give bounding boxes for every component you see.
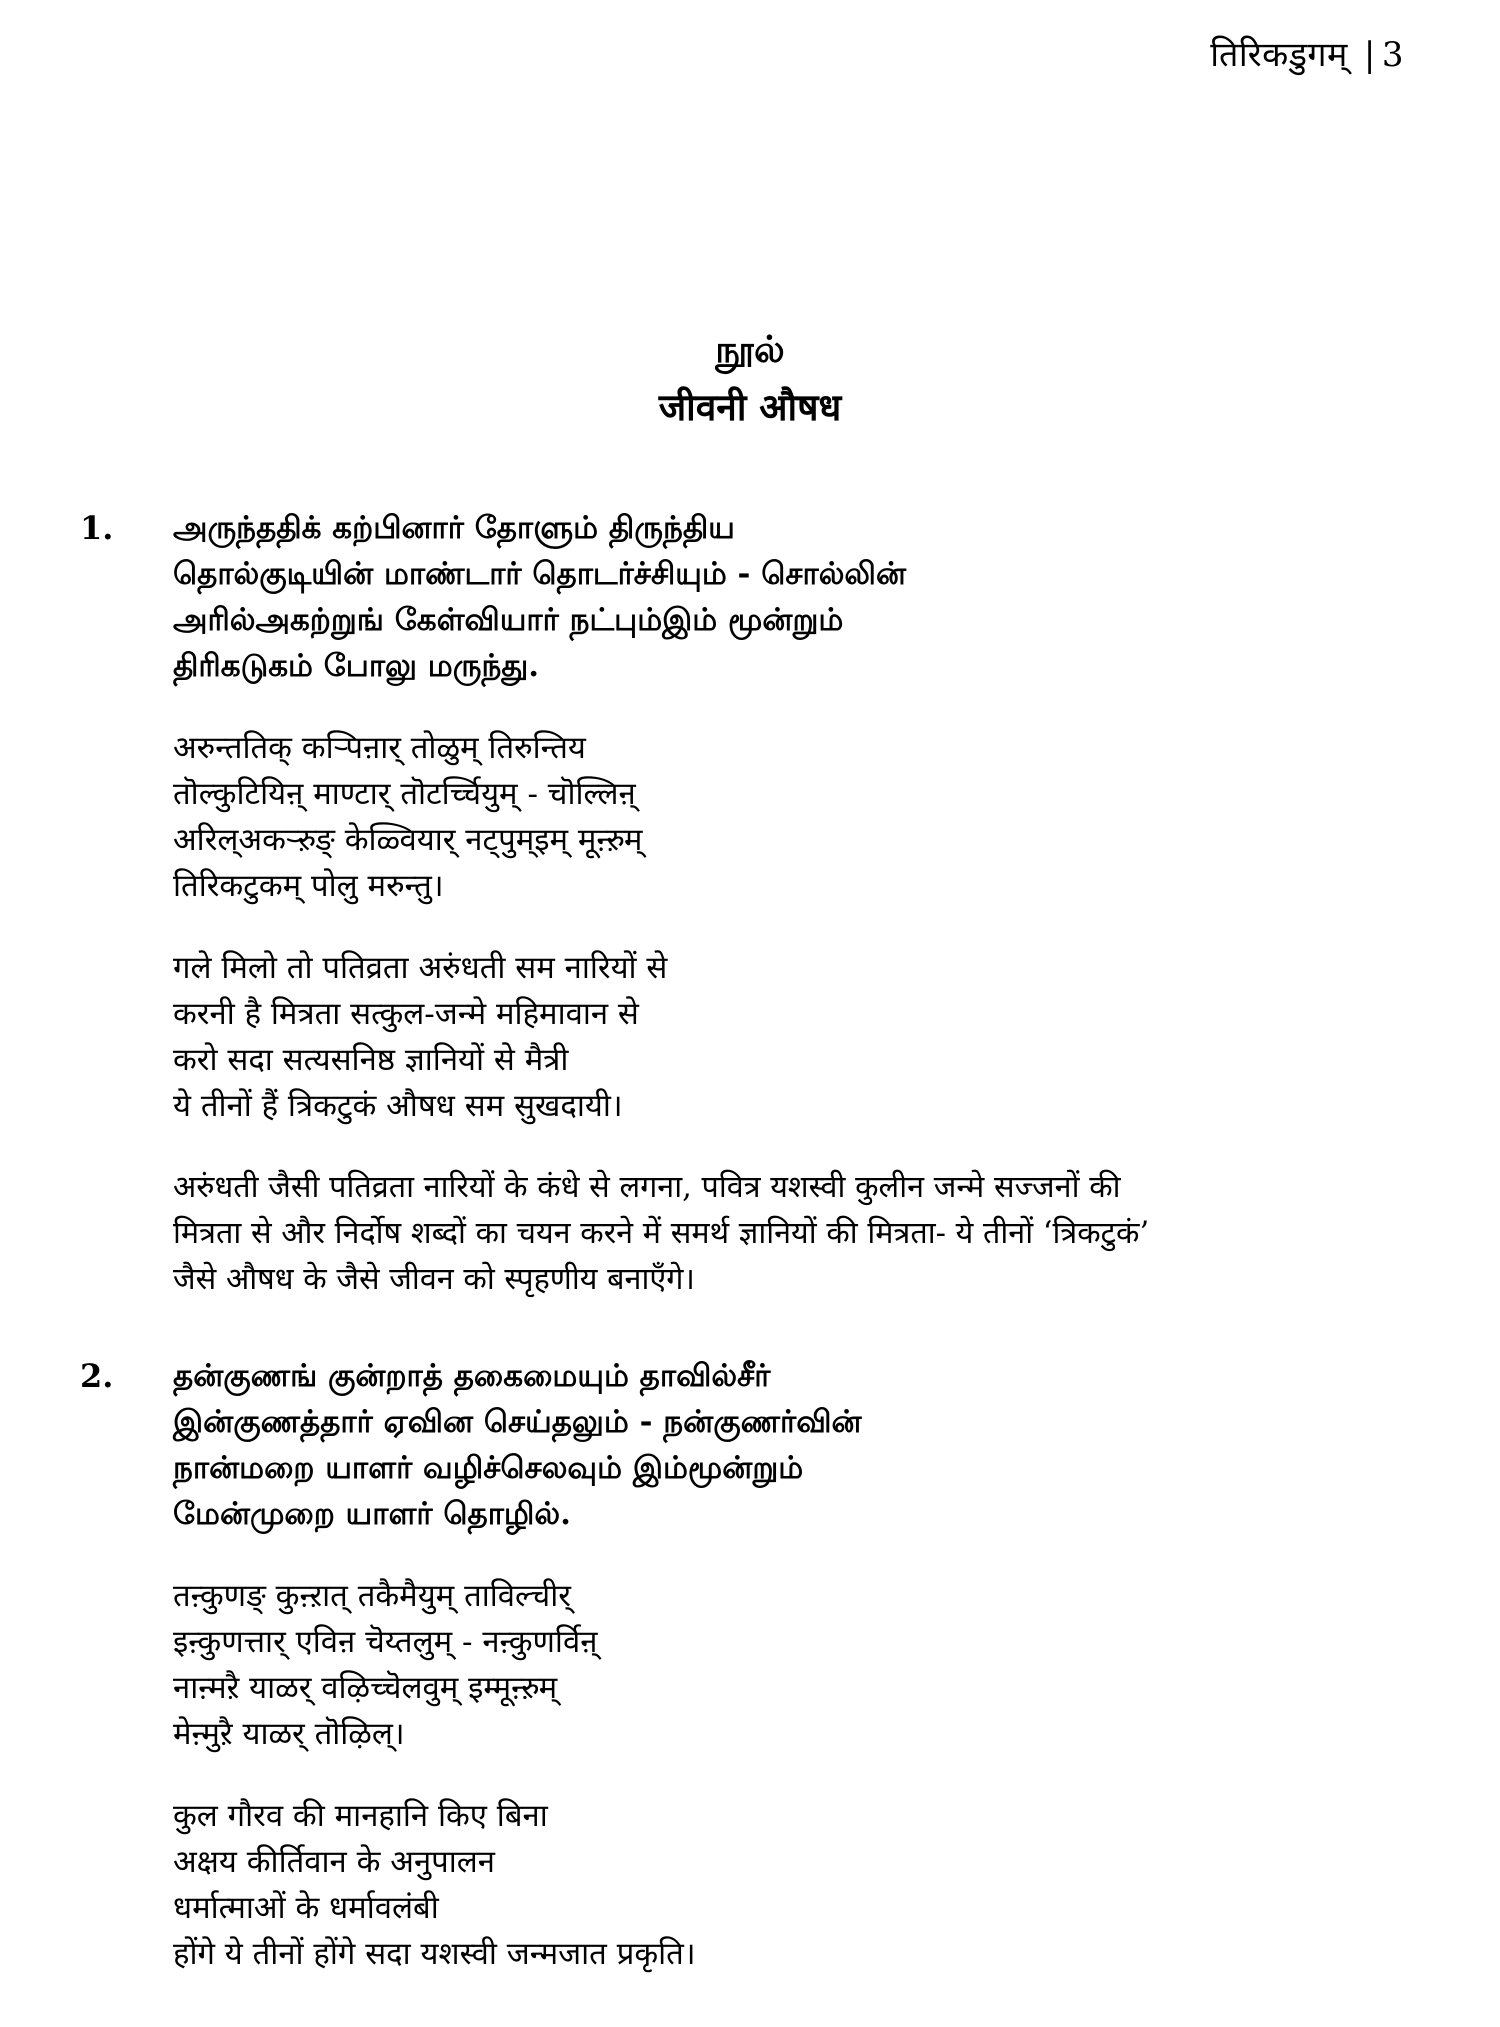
tamil-line: அருந்ததிக் கற்பினார் தோளும் திருந்திய [173,510,735,546]
tamil-line: அரில்அகற்றுங் கேள்வியார் நட்பும்இம் மூன்றும் [173,602,844,638]
transliteration-line: तॊल्कुटियिऩ् माण्टार् तॊटर्च्चियुम् - चॊल्लिऩ् [173,776,636,812]
title-devanagari: जीवनी औषध [658,385,842,429]
transliteration-line: तऩ्कुणङ् कुऩ्ऱात् तकैमैयुम् ताविल्चीर् [173,1578,571,1614]
verse-number: 1. [80,509,114,547]
hindi-verse-line: करो सदा सत्यसनिष्ठ ज्ञानियों से मैत्री [173,1042,569,1078]
meaning-line: जैसे औषध के जैसे जीवन को स्पृहणीय बनाएँगे। [173,1262,695,1297]
verses-content [80,505,1420,2027]
hindi-verse-line: धर्मात्माओं के धर्मावलंबी [173,1890,439,1926]
hindi-verse-line: अक्षय कीर्तिवान के अनुपालन [173,1844,496,1880]
hindi-verse-line: होंगे ये तीनों होंगे सदा यशस्वी जन्मजात प्रकृति। [173,1936,696,1972]
tamil-line: மேன்முறை யாளர் தொழில். [173,1496,571,1532]
page-number: 3 [1381,35,1404,75]
tamil-line: நான்மறை யாளர் வழிச்செலவும் இம்மூன்றும் [173,1450,804,1486]
hindi-verse-line: गले मिलो तो पतिव्रता अरुंधती सम नारियों से [173,950,668,986]
hindi-verse-line: ये तीनों हैं त्रिकटुकं औषध सम सुखदायी। [173,1088,623,1124]
hindi-verse [173,1793,1420,1977]
tamil-line: தன்குணங் குன்றாத் தகைமையும் தாவில்சீர் [173,1358,771,1394]
transliteration [173,725,1420,909]
running-header [1210,30,1404,76]
verse-number: 2. [80,1357,114,1395]
tamil-verse [173,505,1420,689]
transliteration-line: अरिल्अकऱ्ऱुङ् केळ्वियार् नट्पुम्इम् मूऩ्ऱुम् [173,822,643,858]
meaning-line: अरुंधती जैसी पतिव्रता नारियों के कंधे से लगना, पवित्र यशस्वी कुलीन जन्मे सज्जनों की [173,1170,1121,1205]
header-separator: | [1363,35,1376,75]
tamil-line: திரிகடுகம் போலு மருந்து. [173,648,540,684]
section-titles [0,320,1500,436]
transliteration [173,1573,1420,1757]
transliteration-line: तिरिकटुकम् पोलु मरुन्तु। [173,868,444,904]
transliteration-line: इऩ्कुणत्तार् एविऩ चॆय्तलुम् - नऩ्कुणर्विऩ् [173,1624,598,1660]
tamil-line: இன்குணத்தார் ஏவின செய்தலும் - நன்குணர்வின் [173,1404,862,1440]
title-tamil: நூல் [715,327,785,371]
tamil-line: தொல்குடியின் மாண்டார் தொடர்ச்சியும் - சொல்லின் [173,556,907,592]
verse-2 [80,1353,1420,1977]
transliteration-line: अरुन्ततिक् कऱ्पिऩार् तोळुम् तिरुन्तिय [173,730,586,766]
meaning-line: मित्रता से और निर्दोष शब्दों का चयन करने में समर्थ ज्ञानियों की मित्रता- ये तीनों ‘त्रिकटुकं’ [173,1216,1150,1251]
hindi-verse-line: कुल गौरव की मानहानि किए बिना [173,1798,548,1834]
header-title: तिरिकडुगम् [1210,35,1348,75]
hindi-verse-line: करनी है मित्रता सत्कुल-जन्मे महिमावान से [173,996,639,1032]
meaning-paragraph [173,1165,1420,1303]
transliteration-line: नाऩ्मऱै याळर् वऴिच्चॆलवुम् इम्मूऩ्ऱुम् [173,1670,558,1706]
tamil-verse [173,1353,1420,1537]
hindi-verse [173,945,1420,1129]
transliteration-line: मेऩ्मुऱै याळर् तॊऴिल्। [173,1716,405,1752]
verse-1 [80,505,1420,1303]
